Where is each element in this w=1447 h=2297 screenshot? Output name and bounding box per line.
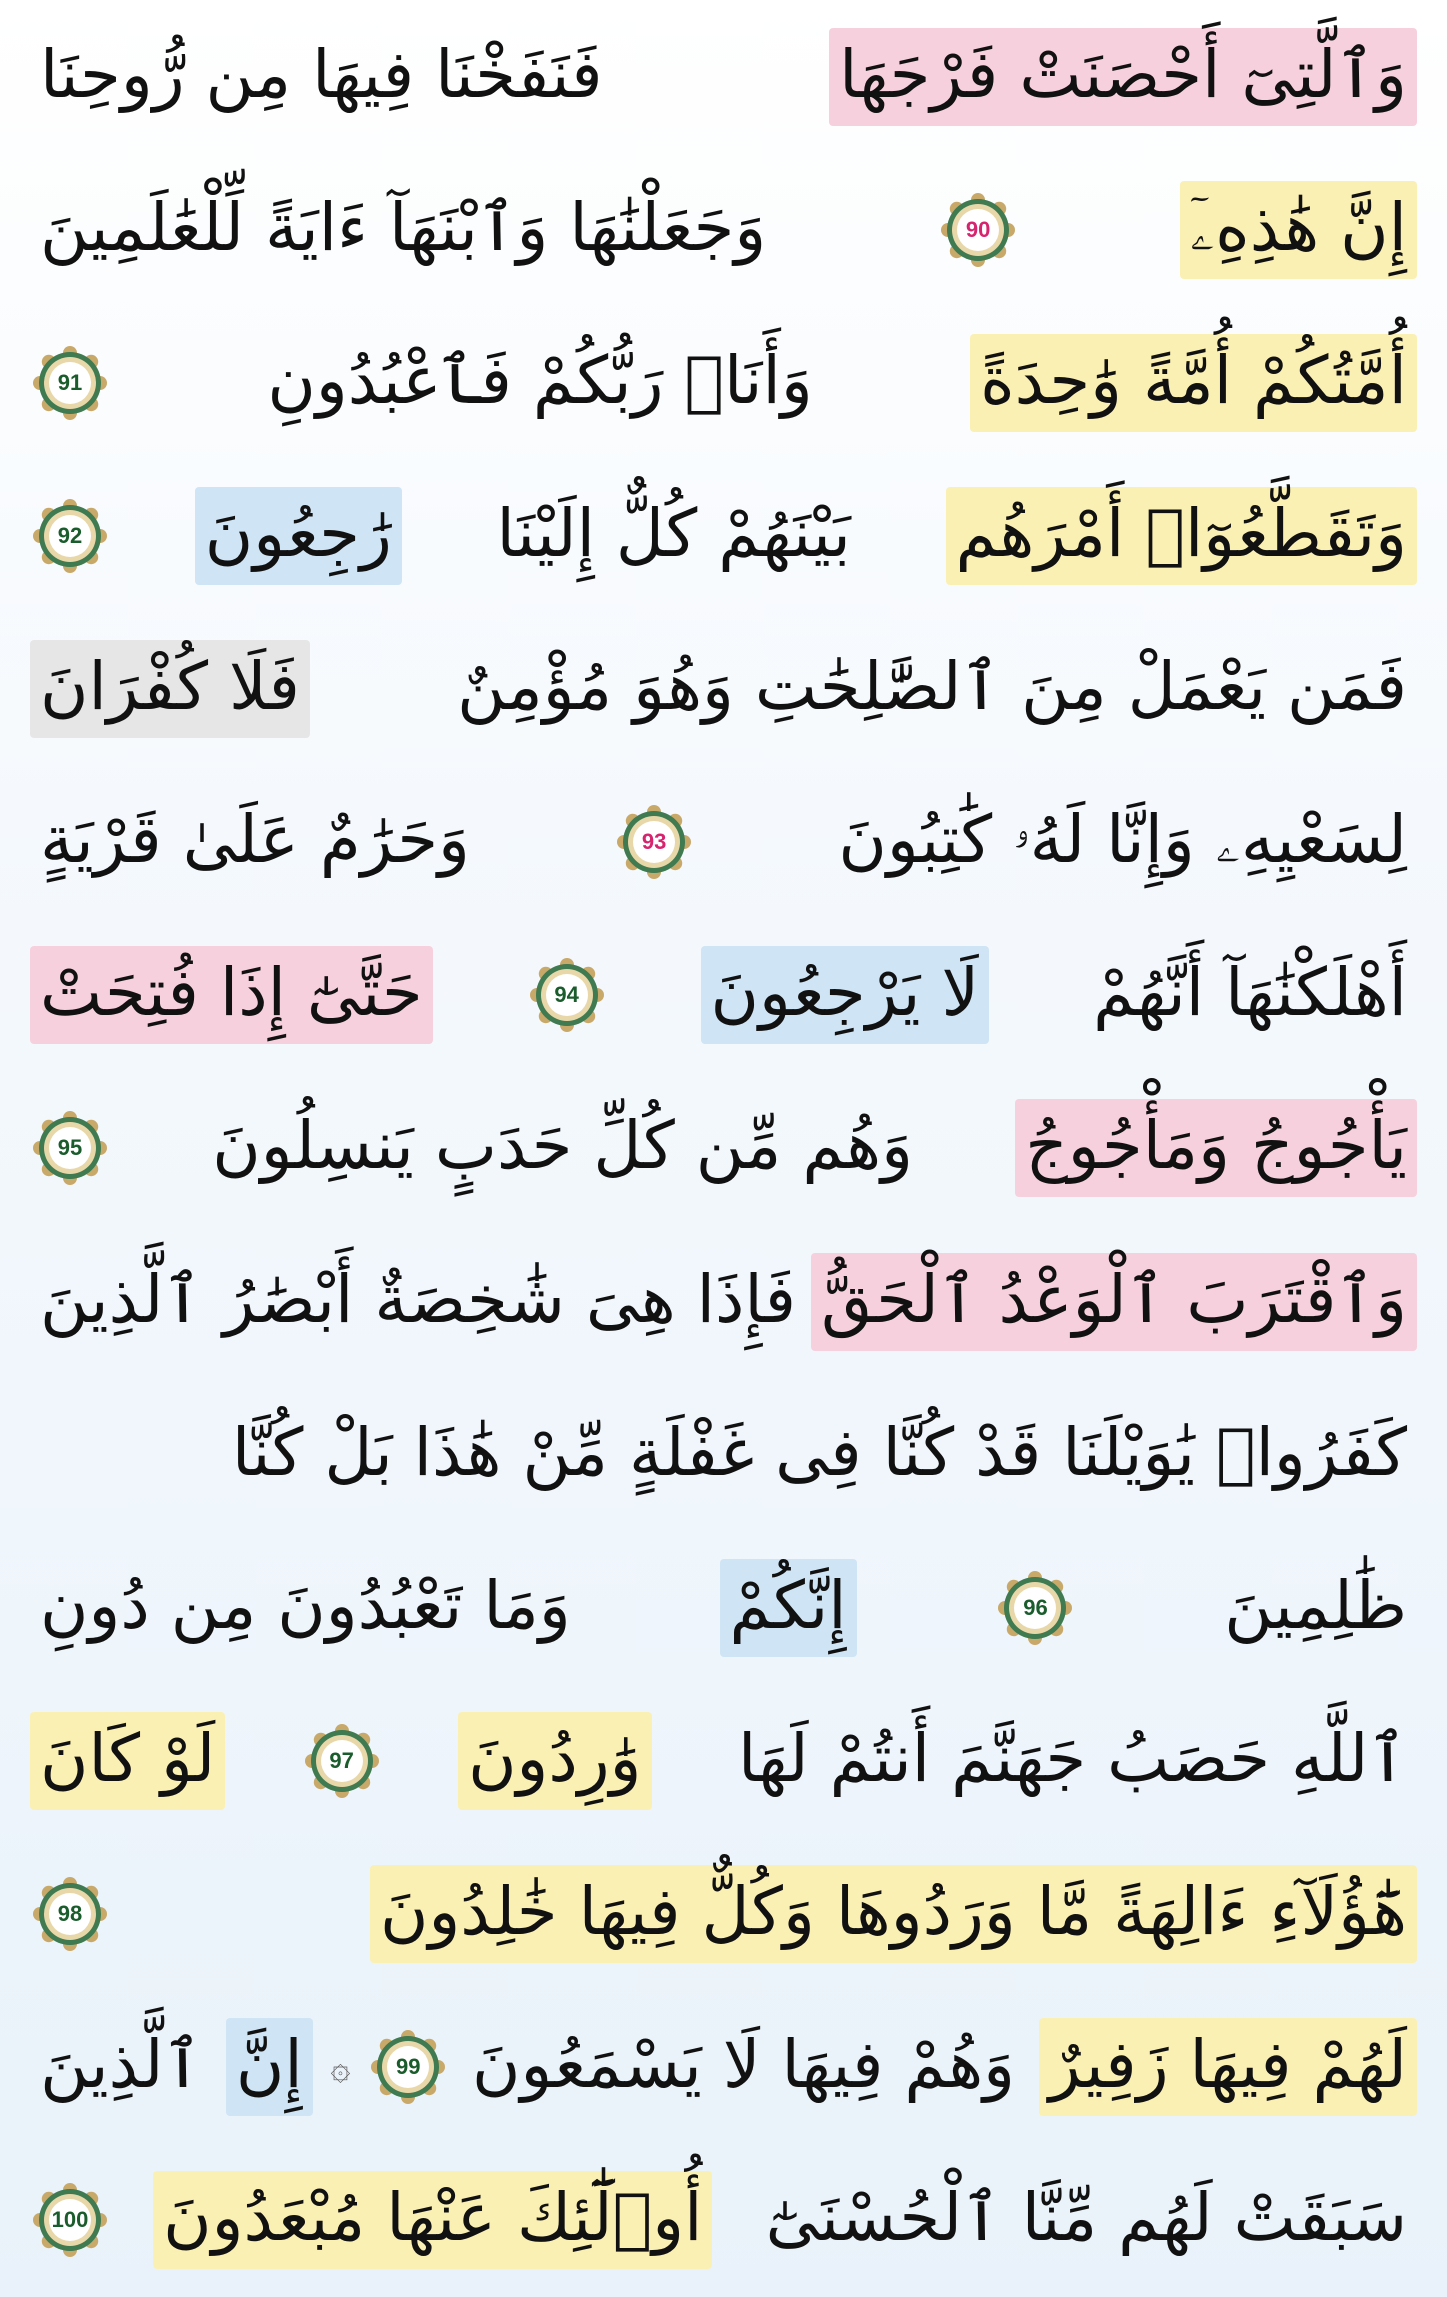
verse-number-marker	[614, 802, 694, 882]
mushaf-line	[30, 615, 1417, 764]
highlighted-phrase: رَٰجِعُونَ	[195, 487, 402, 585]
verse-text: وَأَنَا۠ رَبُّكُمْ فَٱعْبُدُونِ	[267, 341, 813, 419]
verse-text: لِسَعْيِهِۦ وَإِنَّا لَهُۥ كَٰتِبُونَ	[838, 801, 1407, 879]
verse-number-marker	[995, 1568, 1075, 1648]
highlighted-phrase: وَتَقَطَّعُوٓا۟ أَمْرَهُم	[946, 487, 1417, 585]
mushaf-line	[30, 155, 1417, 304]
highlighted-phrase: إِنَّ	[226, 2018, 313, 2116]
mushaf-line	[30, 1993, 1417, 2142]
highlighted-phrase: لَا يَرْجِعُونَ	[701, 946, 990, 1044]
verse-number-marker	[30, 343, 110, 423]
highlighted-phrase: إِنَّ هَٰذِهِۦٓ	[1180, 181, 1417, 279]
verse-number: 96	[1023, 1594, 1048, 1620]
verse-text: وَمَا تَعْبُدُونَ مِن دُونِ	[40, 1566, 571, 1644]
verse-text: أَهْلَكْنَٰهَآ أَنَّهُمْ	[1093, 954, 1407, 1032]
verse-number: 92	[57, 522, 83, 548]
verse-number-marker	[30, 2180, 110, 2260]
mushaf-line	[30, 1840, 1417, 1989]
mushaf-line	[30, 1074, 1417, 1223]
verse-number-marker	[30, 1108, 110, 1188]
verse-text: فَإِذَا هِىَ شَٰخِصَةٌ أَبْصَٰرُ ٱلَّذِينَ	[40, 1260, 797, 1338]
verse-number: 94	[554, 982, 579, 1008]
mushaf-line	[30, 308, 1417, 457]
verse-number: 90	[965, 216, 991, 242]
verse-text: بَيْنَهُمْ كُلٌّ إِلَيْنَا	[496, 494, 851, 572]
verse-number-marker	[302, 1721, 382, 1801]
highlighted-phrase: وَٱلَّتِىٓ أَحْصَنَتْ فَرْجَهَا	[829, 28, 1417, 126]
verse-number: 97	[329, 1748, 354, 1774]
verse-number: 93	[641, 829, 667, 855]
verse-text: ظَٰلِمِينَ	[1224, 1566, 1407, 1644]
verse-text: فَنَفَخْنَا فِيهَا مِن رُّوحِنَا	[40, 35, 603, 113]
verse-number: 100	[51, 2207, 89, 2233]
mushaf-page	[30, 0, 1417, 2297]
verse-number: 98	[57, 1901, 83, 1927]
highlighted-phrase: يَأْجُوجُ وَمَأْجُوجُ	[1015, 1099, 1417, 1197]
verse-number: 91	[57, 369, 83, 395]
verse-text: ٱلَّذِينَ	[40, 2026, 203, 2104]
verse-text: فَمَن يَعْمَلْ مِنَ ٱلصَّٰلِحَٰتِ وَهُوَ مُؤْمِنٌ	[457, 648, 1407, 726]
verse-text: وَحَرَٰمٌ عَلَىٰ قَرْيَةٍ	[40, 801, 470, 879]
verse-number-marker	[938, 190, 1018, 270]
mushaf-line	[30, 921, 1417, 1070]
mushaf-line	[30, 1686, 1417, 1835]
mushaf-line	[30, 1227, 1417, 1376]
verse-text: وَهُمْ فِيهَا لَا يَسْمَعُونَ	[472, 2026, 1016, 2104]
hizb-marker-icon: ۞	[330, 2047, 351, 2088]
verse-text: ٱللَّهِ حَصَبُ جَهَنَّمَ أَنتُمْ لَهَا	[737, 1720, 1407, 1798]
verse-text: كَفَرُوا۟ يَٰوَيْلَنَا قَدْ كُنَّا فِى غَفْلَةٍ مِّنْ هَٰذَا بَلْ كُنَّا	[231, 1413, 1407, 1491]
mushaf-line	[30, 1533, 1417, 1682]
verse-text: وَجَعَلْنَٰهَا وَٱبْنَهَآ ءَايَةً لِّلْعَٰلَمِينَ	[40, 188, 767, 266]
verse-number: 95	[57, 1135, 83, 1161]
mushaf-line	[30, 461, 1417, 610]
highlighted-phrase: حَتَّىٰٓ إِذَا فُتِحَتْ	[30, 946, 433, 1044]
mushaf-line	[30, 768, 1417, 917]
mushaf-line	[30, 2146, 1417, 2295]
highlighted-phrase: أُو۟لَٰٓئِكَ عَنْهَا مُبْعَدُونَ	[153, 2171, 712, 2269]
verse-number: 99	[396, 2054, 421, 2080]
mushaf-line	[30, 1380, 1417, 1529]
verse-text: سَبَقَتْ لَهُم مِّنَّا ٱلْحُسْنَىٰٓ	[765, 2179, 1407, 2257]
mushaf-line	[30, 2, 1417, 151]
verse-text: وَهُم مِّن كُلِّ حَدَبٍ يَنسِلُونَ	[212, 1107, 913, 1185]
verse-number-marker	[30, 496, 110, 576]
highlighted-phrase: وَٱقْتَرَبَ ٱلْوَعْدُ ٱلْحَقُّ	[811, 1253, 1417, 1351]
highlighted-phrase: لَهُمْ فِيهَا زَفِيرٌ	[1039, 2018, 1417, 2116]
highlighted-phrase: وَٰرِدُونَ	[458, 1712, 651, 1810]
highlighted-phrase: فَلَا كُفْرَانَ	[30, 640, 310, 738]
highlighted-phrase: أُمَّتُكُمْ أُمَّةً وَٰحِدَةً	[970, 334, 1417, 432]
highlighted-phrase: إِنَّكُمْ	[720, 1559, 857, 1657]
verse-number-marker	[527, 955, 607, 1035]
verse-number-marker	[368, 2027, 448, 2107]
verse-number-marker	[30, 1874, 110, 1954]
highlighted-phrase: لَوْ كَانَ	[30, 1712, 225, 1810]
highlighted-phrase: هَٰٓؤُلَآءِ ءَالِهَةً مَّا وَرَدُوهَا وَكُلٌّ فِيهَا خَٰلِدُونَ	[370, 1865, 1417, 1963]
